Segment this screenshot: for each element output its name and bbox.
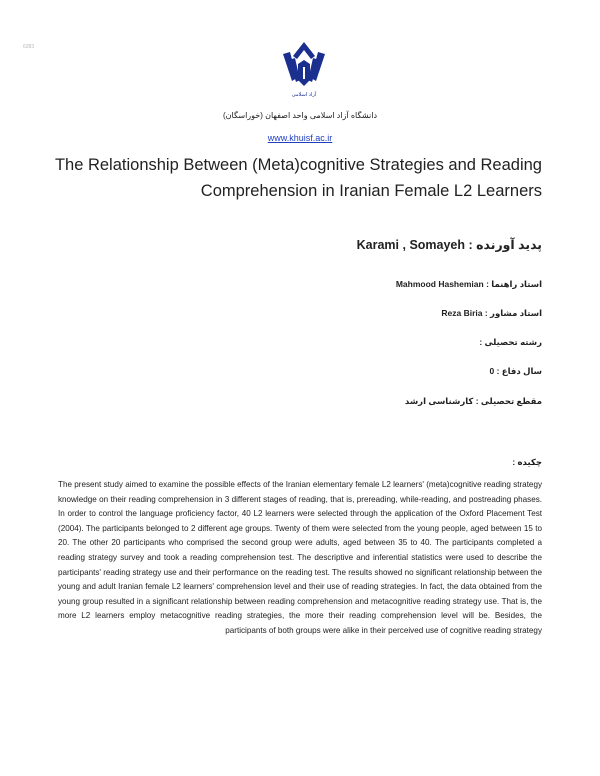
author-row — [357, 237, 542, 252]
advisor-label: استاد مشاور : — [484, 308, 542, 318]
advisor-row — [441, 308, 542, 319]
year-label: سال دفاع : — [496, 366, 542, 376]
website-link[interactable]: www.khuisf.ac.ir — [267, 133, 333, 143]
supervisor-label: استاد راهنما : — [486, 279, 542, 289]
supervisor-value: Mahmood Hashemian — [395, 279, 484, 289]
abstract-text: The present study aimed to examine the possible effects of the Iranian elementary female L2 learners' (meta)cognitive reading strategy knowledge on their reading comprehension in 3 different stages of reading, that is, prereading, while-reading, and postreading phases. In order to control the language proficiency factor, 40 L2 learners were selected through the application of the Oxford Placement Test (2004). The participants belonged to 2 different age groups. Twenty of them were selected from the young people, aged between 15 to 20. The other 20 participants who comprised the second group were adults, aged between 35 to 40. The participants completed a reading strategy survey and took a reading comprehension test. The descriptive and inferential statistics were used to describe the participants' reading strategy use and their performance on the reading test. The results showed no significant relationship between the young and adult Iranian female L2 learners' comprehension level and their use of reading strategies. In fact, the data obtained from the young group resulted in a significant relationship between reading comprehension and metacognitive reading strategy use. That is, the more L2 learners employ metacognitive reading strategies, the more their reading comprehension level will be. Besides, the participants of both groups were alike in their perceived use of cognitive reading strategy — [58, 480, 542, 635]
year-row — [489, 366, 542, 377]
degree-row — [405, 396, 542, 407]
year-value: 0 — [489, 366, 495, 376]
advisor-value: Reza Biria — [441, 308, 483, 318]
degree-value: کارشناسی ارشد — [404, 396, 474, 406]
university-emblem-icon — [281, 40, 327, 104]
logo-caption: آزاد اسلامی — [291, 92, 317, 98]
university-name: دانشگاه آزاد اسلامی واحد اصفهان (خوراسگان) — [222, 111, 378, 120]
field-label: رشته تحصیلی : — [479, 337, 542, 347]
author-value: Karami , Somayeh — [356, 238, 466, 252]
field-row — [479, 337, 542, 348]
page-id: 6283 — [23, 44, 35, 50]
abstract-heading: چکیده : — [512, 457, 542, 467]
author-label: پدید آورنده : — [468, 238, 542, 252]
supervisor-row — [396, 279, 542, 290]
degree-label: مقطع تحصیلی : — [475, 396, 542, 406]
thesis-title: The Relationship Between (Meta)cognitive Strategies and Reading Comprehension in Iranian Female L2 Learners — [54, 156, 542, 200]
